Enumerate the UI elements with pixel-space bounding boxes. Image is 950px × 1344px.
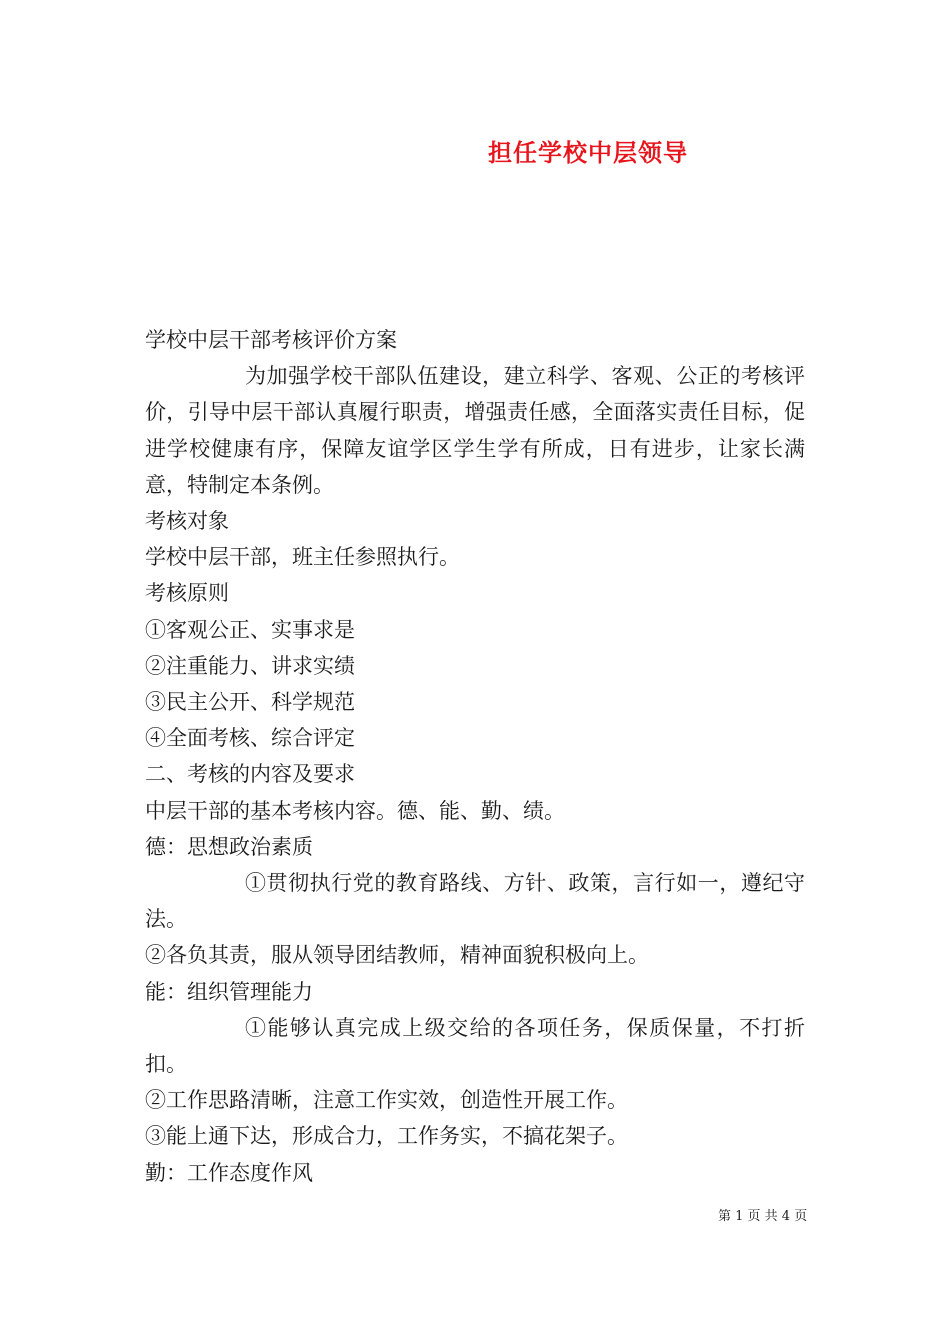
list-item: ③能上通下达，形成合力，工作务实，不搞花架子。 xyxy=(145,1124,628,1149)
list-item: ④全面考核、综合评定 xyxy=(145,726,355,751)
document-title: 学校中层干部考核评价方案 xyxy=(145,328,397,352)
subsection-heading: 德：思想政治素质 xyxy=(145,834,313,859)
list-item: ②工作思路清晰，注意工作实效，创造性开展工作。 xyxy=(145,1088,628,1113)
list-item: ②注重能力、讲求实绩 xyxy=(145,653,355,678)
subsection-heading: 勤：工作态度作风 xyxy=(145,1160,313,1185)
page-number-footer: 第 1 页 共 4 页 xyxy=(718,1209,808,1224)
list-item: ③民主公开、科学规范 xyxy=(145,690,355,715)
paragraph: 中层干部的基本考核内容。德、能、勤、绩。 xyxy=(145,798,565,823)
section-heading: 考核对象 xyxy=(145,509,229,534)
list-item: ①客观公正、实事求是 xyxy=(145,617,355,642)
document-body xyxy=(145,322,805,1191)
paragraph: 学校中层干部，班主任参照执行。 xyxy=(145,545,460,570)
subsection-heading: 能：组织管理能力 xyxy=(145,979,313,1004)
section-heading: 二、考核的内容及要求 xyxy=(145,762,355,787)
list-item: ①能够认真完成上级交给的各项任务，保质保量，不打折扣。 xyxy=(145,1015,805,1077)
intro-paragraph: 为加强学校干部队伍建设，建立科学、客观、公正的考核评价，引导中层干部认真履行职责，增强责任感，全面落实责任目标，促进学校健康有序，保障友谊学区学生学有所成，日有进步，让家长满意，特制定本条例。 xyxy=(145,364,805,497)
page-title: 担任学校中层领导 xyxy=(488,138,688,167)
section-heading: 考核原则 xyxy=(145,581,229,606)
list-item: ②各负其责，服从领导团结教师，精神面貌积极向上。 xyxy=(145,943,649,968)
list-item: ①贯彻执行党的教育路线、方针、政策，言行如一，遵纪守法。 xyxy=(145,871,805,932)
